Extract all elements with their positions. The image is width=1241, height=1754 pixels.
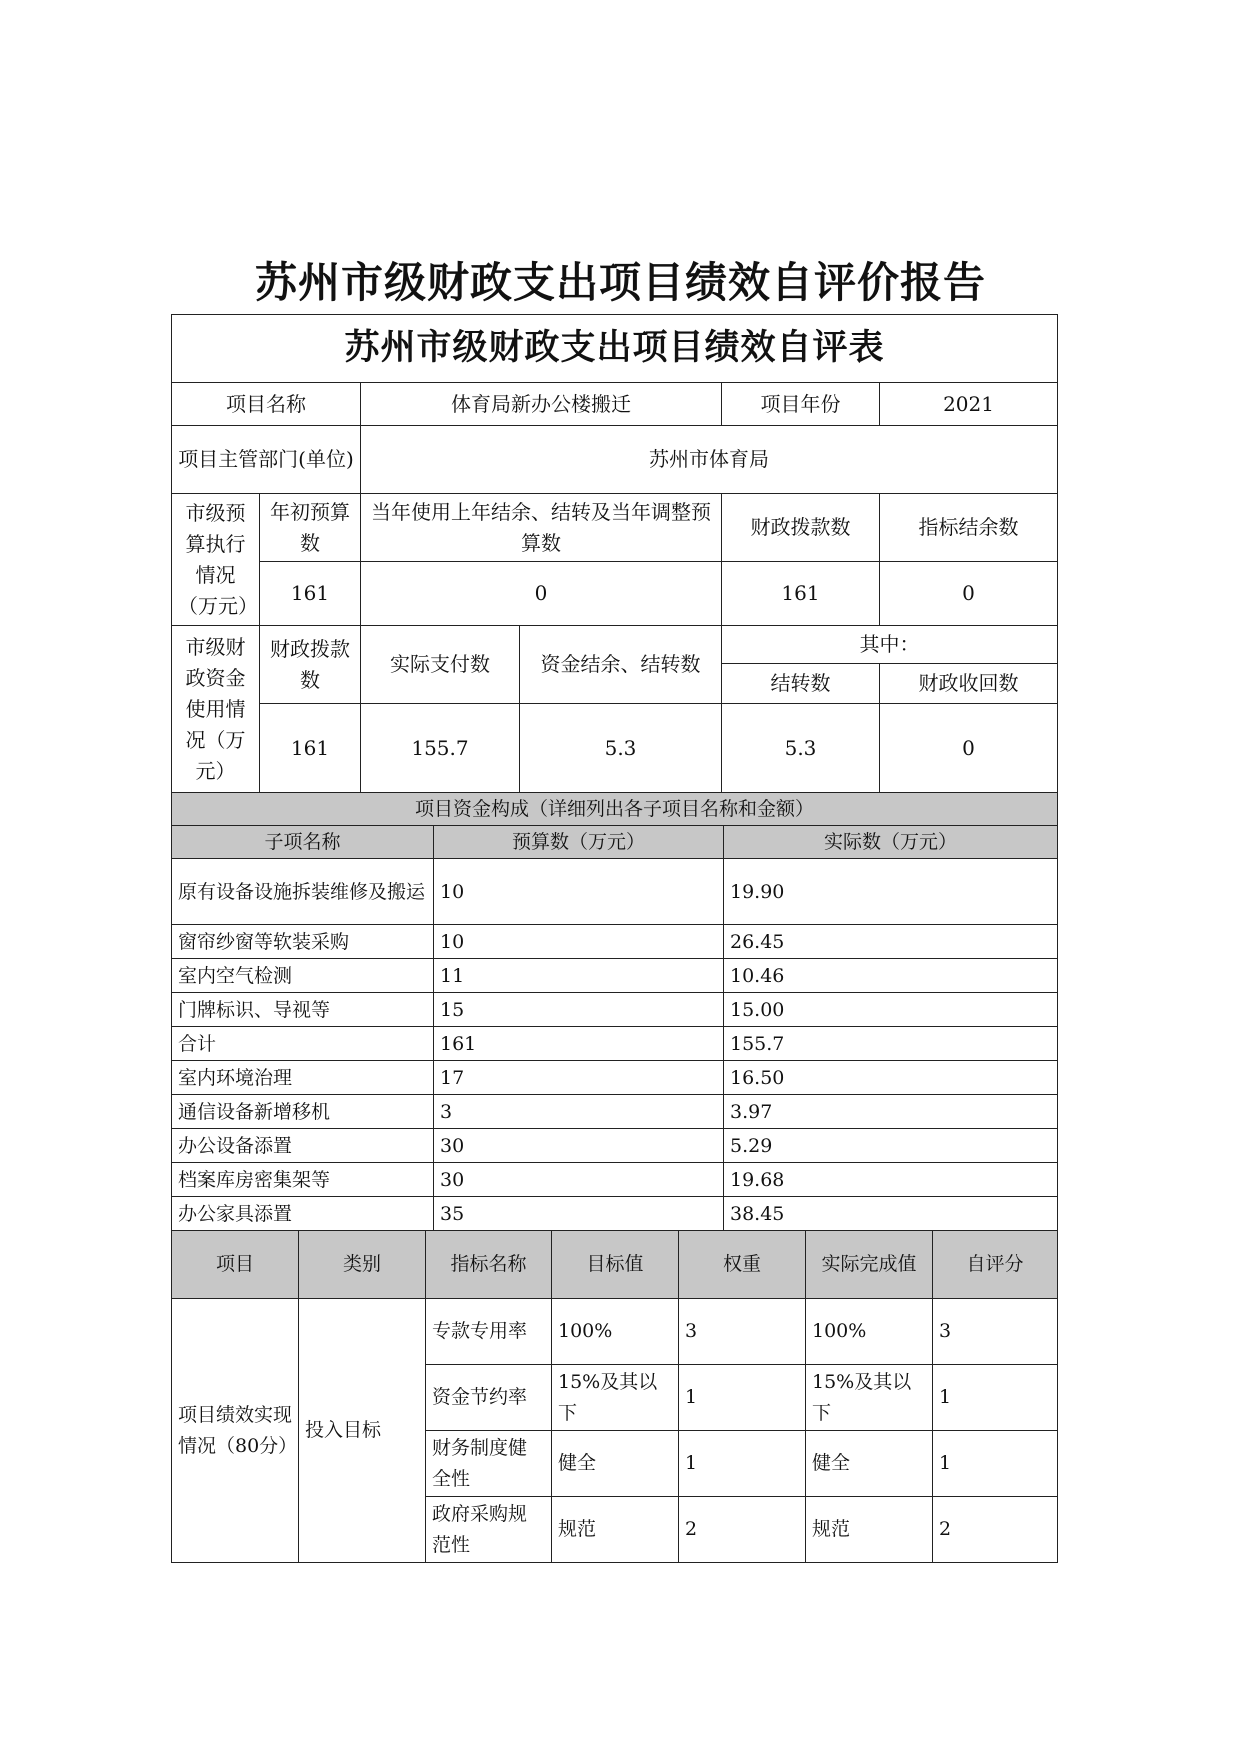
performance-rows — [172, 1299, 1058, 1563]
indicator-actual: 健全 — [806, 1431, 933, 1497]
budget-value-carryover: 0 — [361, 562, 722, 626]
composition-item-name: 通信设备新增移机 — [172, 1095, 434, 1129]
project-year-value: 2021 — [880, 383, 1058, 426]
indicator-name: 政府采购规范性 — [426, 1497, 552, 1563]
composition-item-budget: 30 — [434, 1163, 724, 1197]
performance-project-label: 项目绩效实现情况（80分） — [172, 1299, 299, 1563]
budget-header-carryover: 当年使用上年结余、结转及当年调整预算数 — [361, 494, 722, 562]
form-title: 苏州市级财政支出项目绩效自评表 — [172, 315, 1058, 383]
self-evaluation-form — [171, 314, 1058, 794]
composition-title: 项目资金构成（详细列出各子项目名称和金额） — [172, 793, 1058, 826]
indicator-actual: 15%及其以下 — [806, 1365, 933, 1431]
indicator-target: 100% — [552, 1299, 679, 1365]
performance-header-weight: 权重 — [679, 1231, 806, 1299]
composition-header-item: 子项名称 — [172, 826, 434, 859]
composition-header-actual: 实际数（万元） — [724, 826, 1058, 859]
indicator-score: 1 — [933, 1431, 1058, 1497]
indicator-weight: 1 — [679, 1431, 806, 1497]
composition-item-actual: 10.46 — [724, 959, 1058, 993]
funds-header-paid: 实际支付数 — [361, 626, 520, 704]
performance-header-project: 项目 — [172, 1231, 299, 1299]
funds-group-header: 其中： — [722, 626, 1058, 664]
performance-header-category: 类别 — [299, 1231, 426, 1299]
dept-label: 项目主管部门(单位) — [172, 426, 361, 494]
performance-row — [172, 1299, 1058, 1365]
project-name-label: 项目名称 — [172, 383, 361, 426]
indicator-target: 健全 — [552, 1431, 679, 1497]
budget-row-label: 市级预算执行情况（万元） — [172, 494, 260, 626]
indicator-actual: 规范 — [806, 1497, 933, 1563]
composition-item-name: 室内环境治理 — [172, 1061, 434, 1095]
composition-row — [172, 1129, 1058, 1163]
composition-item-actual: 155.7 — [724, 1027, 1058, 1061]
composition-item-name: 合计 — [172, 1027, 434, 1061]
funds-value-allocation: 161 — [260, 704, 361, 794]
funds-value-carryover: 5.3 — [722, 704, 880, 794]
composition-item-budget: 10 — [434, 859, 724, 925]
composition-rows — [172, 859, 1058, 1231]
indicator-name: 财务制度健全性 — [426, 1431, 552, 1497]
budget-header-initial: 年初预算数 — [260, 494, 361, 562]
funds-row-label: 市级财政资金使用情况（万元） — [172, 626, 260, 794]
funds-header-balance: 资金结余、结转数 — [520, 626, 722, 704]
composition-item-budget: 161 — [434, 1027, 724, 1061]
budget-value-initial: 161 — [260, 562, 361, 626]
budget-value-allocation: 161 — [722, 562, 880, 626]
composition-item-name: 门牌标识、导视等 — [172, 993, 434, 1027]
funds-value-paid: 155.7 — [361, 704, 520, 794]
performance-table — [171, 1230, 1058, 1563]
indicator-weight: 3 — [679, 1299, 806, 1365]
composition-item-name: 原有设备设施拆装维修及搬运 — [172, 859, 434, 925]
composition-item-actual: 15.00 — [724, 993, 1058, 1027]
fund-composition-table — [171, 792, 1058, 1231]
project-year-label: 项目年份 — [722, 383, 880, 426]
composition-header-budget: 预算数（万元） — [434, 826, 724, 859]
composition-item-budget: 15 — [434, 993, 724, 1027]
composition-row — [172, 859, 1058, 925]
indicator-target: 15%及其以下 — [552, 1365, 679, 1431]
composition-item-actual: 5.29 — [724, 1129, 1058, 1163]
indicator-score: 3 — [933, 1299, 1058, 1365]
dept-value: 苏州市体育局 — [361, 426, 1058, 494]
indicator-target: 规范 — [552, 1497, 679, 1563]
composition-item-name: 室内空气检测 — [172, 959, 434, 993]
composition-item-actual: 38.45 — [724, 1197, 1058, 1231]
document-title: 苏州市级财政支出项目绩效自评价报告 — [254, 258, 986, 307]
composition-item-name: 档案库房密集架等 — [172, 1163, 434, 1197]
funds-value-balance: 5.3 — [520, 704, 722, 794]
composition-item-name: 窗帘纱窗等软装采购 — [172, 925, 434, 959]
composition-item-budget: 3 — [434, 1095, 724, 1129]
indicator-name: 专款专用率 — [426, 1299, 552, 1365]
composition-row — [172, 1061, 1058, 1095]
composition-item-budget: 11 — [434, 959, 724, 993]
indicator-weight: 1 — [679, 1365, 806, 1431]
composition-row — [172, 959, 1058, 993]
indicator-score: 2 — [933, 1497, 1058, 1563]
composition-row — [172, 993, 1058, 1027]
composition-item-actual: 26.45 — [724, 925, 1058, 959]
performance-header-actual: 实际完成值 — [806, 1231, 933, 1299]
composition-item-name: 办公设备添置 — [172, 1129, 434, 1163]
composition-row — [172, 925, 1058, 959]
budget-header-allocation: 财政拨款数 — [722, 494, 880, 562]
indicator-weight: 2 — [679, 1497, 806, 1563]
funds-header-allocation: 财政拨款数 — [260, 626, 361, 704]
indicator-score: 1 — [933, 1365, 1058, 1431]
composition-row — [172, 1095, 1058, 1129]
project-name-value: 体育局新办公楼搬迁 — [361, 383, 722, 426]
performance-category: 投入目标 — [299, 1299, 426, 1563]
composition-item-budget: 10 — [434, 925, 724, 959]
indicator-actual: 100% — [806, 1299, 933, 1365]
funds-value-recovered: 0 — [880, 704, 1058, 794]
performance-header-indicator: 指标名称 — [426, 1231, 552, 1299]
composition-row — [172, 1163, 1058, 1197]
composition-item-actual: 3.97 — [724, 1095, 1058, 1129]
composition-item-name: 办公家具添置 — [172, 1197, 434, 1231]
funds-subheader-recovered: 财政收回数 — [880, 664, 1058, 704]
composition-item-budget: 35 — [434, 1197, 724, 1231]
performance-header-target: 目标值 — [552, 1231, 679, 1299]
composition-item-budget: 17 — [434, 1061, 724, 1095]
composition-item-actual: 16.50 — [724, 1061, 1058, 1095]
composition-row — [172, 1027, 1058, 1061]
budget-value-balance: 0 — [880, 562, 1058, 626]
composition-item-budget: 30 — [434, 1129, 724, 1163]
composition-item-actual: 19.68 — [724, 1163, 1058, 1197]
composition-item-actual: 19.90 — [724, 859, 1058, 925]
indicator-name: 资金节约率 — [426, 1365, 552, 1431]
composition-row — [172, 1197, 1058, 1231]
budget-header-balance: 指标结余数 — [880, 494, 1058, 562]
performance-header-score: 自评分 — [933, 1231, 1058, 1299]
funds-subheader-carryover: 结转数 — [722, 664, 880, 704]
